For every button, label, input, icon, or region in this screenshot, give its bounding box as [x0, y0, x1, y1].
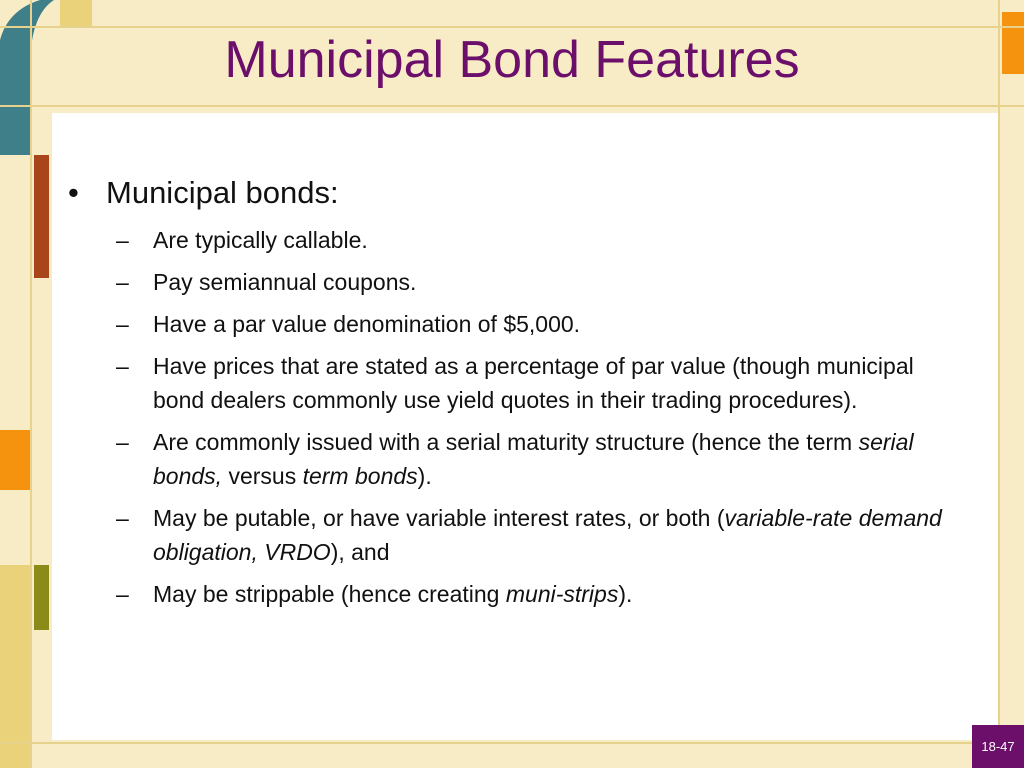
decor-khaki-top	[60, 0, 92, 26]
sub-bullet-item	[116, 349, 966, 417]
slide-title: Municipal Bond Features	[224, 31, 800, 89]
item-text: May be putable, or have variable interest rates, or both (	[153, 505, 725, 531]
dash-marker: –	[116, 429, 129, 455]
decor-line-bottom	[0, 742, 1024, 744]
item-text: ).	[417, 463, 432, 489]
item-text: Are typically callable.	[153, 227, 368, 253]
bullet-municipal-bonds	[68, 175, 339, 211]
dash-marker: –	[116, 505, 129, 531]
decor-line-right	[998, 0, 1000, 768]
sub-bullet-item	[116, 501, 966, 569]
decor-orange-block-left	[0, 430, 30, 490]
decor-line-left	[30, 0, 32, 768]
bullet-dot: •	[68, 175, 79, 210]
sub-bullet-list	[116, 223, 966, 619]
decor-olive-bar	[34, 565, 49, 630]
dash-marker: –	[116, 353, 129, 379]
item-text: Pay semiannual coupons.	[153, 269, 417, 295]
sub-bullet-item	[116, 425, 966, 493]
dash-marker: –	[116, 311, 129, 337]
item-text: ), and	[330, 539, 390, 565]
bullet-text: Municipal bonds:	[106, 175, 339, 210]
page-number: 18-47	[972, 725, 1024, 768]
dash-marker: –	[116, 581, 129, 607]
item-text: Have prices that are stated as a percentage of par value (though municipal bond dealers commonly use yield quotes in their trading procedures).	[153, 353, 914, 413]
decor-line-under-title	[0, 105, 1024, 107]
item-text: Have a par value denomination of $5,000.	[153, 311, 581, 337]
item-text: ).	[618, 581, 633, 607]
sub-bullet-item	[116, 265, 966, 299]
content-panel	[52, 113, 998, 740]
dash-marker: –	[116, 269, 129, 295]
decor-rust-bar	[34, 155, 49, 278]
dash-marker: –	[116, 227, 129, 253]
sub-bullet-item	[116, 307, 966, 341]
sub-bullet-item	[116, 223, 966, 257]
italic-term: variable-rate demand obligation, VRDO	[153, 505, 942, 565]
item-text: May be strippable (hence creating	[153, 581, 506, 607]
item-text: Are commonly issued with a serial maturity structure (hence the term	[153, 429, 859, 455]
sub-bullet-item	[116, 577, 966, 611]
italic-term: term bonds	[302, 463, 418, 489]
italic-term: serial bonds,	[153, 429, 914, 489]
italic-term: muni-strips	[505, 581, 619, 607]
decor-khaki-block-left	[0, 565, 30, 768]
item-text: versus	[222, 463, 303, 489]
